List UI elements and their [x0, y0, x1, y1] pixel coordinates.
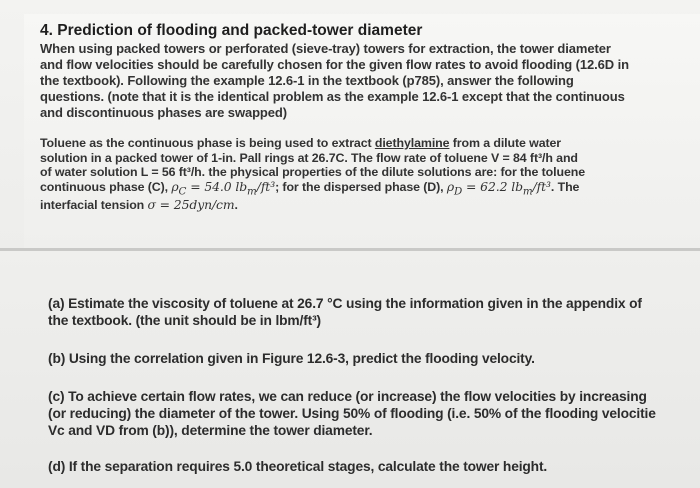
- problem-line-1: [40, 136, 690, 151]
- question-line: the textbook. (the unit should be in lbm/ft³): [48, 313, 321, 328]
- intro-paragraph: [40, 41, 690, 121]
- density-value: = 54.0 lb: [186, 178, 248, 194]
- intro-line: When using packed towers or perforated (sieve-tray) towers for extraction, the tower diameter: [40, 41, 611, 56]
- problem-text: continuous phase (C),: [40, 179, 172, 194]
- question-line: (b) Using the correlation given in Figure 12.6-3, predict the flooding velocity.: [48, 351, 535, 366]
- question-line: (or reducing) the diameter of the tower. Using 50% of flooding (i.e. 50% of the flooding velocitie: [48, 406, 656, 421]
- problem-statement: [40, 136, 690, 213]
- problem-line-2: solution in a packed tower of 1-in. Pall rings at 26.7C. The flow rate of toluene V = 84 ft³/h and: [40, 150, 578, 165]
- problem-text: ; for the dispersed phase (D),: [275, 179, 447, 194]
- intro-line: the textbook). Following the example 12.6-1 in the textbook (p785), answer the following: [40, 73, 574, 88]
- problem-text: from a dilute water: [449, 136, 562, 150]
- problem-line-3: of water solution L = 56 ft³/h. the physical properties of the dilute solutions are: for the toluene: [40, 165, 586, 179]
- question-d: [48, 458, 700, 475]
- question-c: [48, 388, 700, 439]
- problem-line-5: [40, 198, 690, 213]
- rho-symbol: ρ: [446, 178, 455, 194]
- intro-line: and discontinuous phases are swapped): [40, 105, 287, 120]
- unit-tail: /ft³: [256, 178, 276, 194]
- problem-heading: 4. Prediction of flooding and packed-tower diameter: [40, 22, 423, 39]
- intro-line: questions. (note that it is the identical problem as the example 12.6-1 except that the continuous: [40, 89, 625, 104]
- sigma-expression: σ = 25dyn/cm: [147, 197, 235, 213]
- problem-text: interfacial tension: [40, 198, 148, 213]
- unit-subscript: m: [247, 184, 257, 197]
- rho-subscript: C: [178, 184, 187, 197]
- density-value: = 62.2 lb: [462, 178, 523, 194]
- rho-subscript: D: [454, 184, 463, 197]
- rho-c-symbol: [171, 178, 276, 197]
- problem-text: .: [234, 198, 238, 213]
- rho-d-symbol: [446, 178, 551, 197]
- question-b: [48, 350, 700, 367]
- underlined-term: diethylamine: [374, 136, 450, 150]
- question-a: [48, 295, 700, 329]
- problem-text: . The: [550, 179, 580, 194]
- problem-line-4: [40, 180, 690, 199]
- question-line: Vc and VD from (b)), determine the tower diameter.: [48, 423, 373, 438]
- question-line: (c) To achieve certain flow rates, we can reduce (or increase) the flow velocities by increasing: [48, 389, 647, 404]
- rho-symbol: ρ: [171, 178, 179, 194]
- unit-subscript: m: [522, 184, 533, 197]
- intro-line: and flow velocities should be carefully chosen for the given flow rates to avoid flooding (12.6D in: [40, 57, 629, 72]
- unit-tail: /ft³: [532, 178, 551, 194]
- question-line: (d) If the separation requires 5.0 theoretical stages, calculate the tower height.: [48, 459, 548, 474]
- question-line: (a) Estimate the viscosity of toluene at 26.7 °C using the information given in the appendix of: [48, 296, 642, 311]
- lower-sheet: [0, 251, 700, 488]
- problem-text: Toluene as the continuous phase is being used to extract: [40, 136, 375, 150]
